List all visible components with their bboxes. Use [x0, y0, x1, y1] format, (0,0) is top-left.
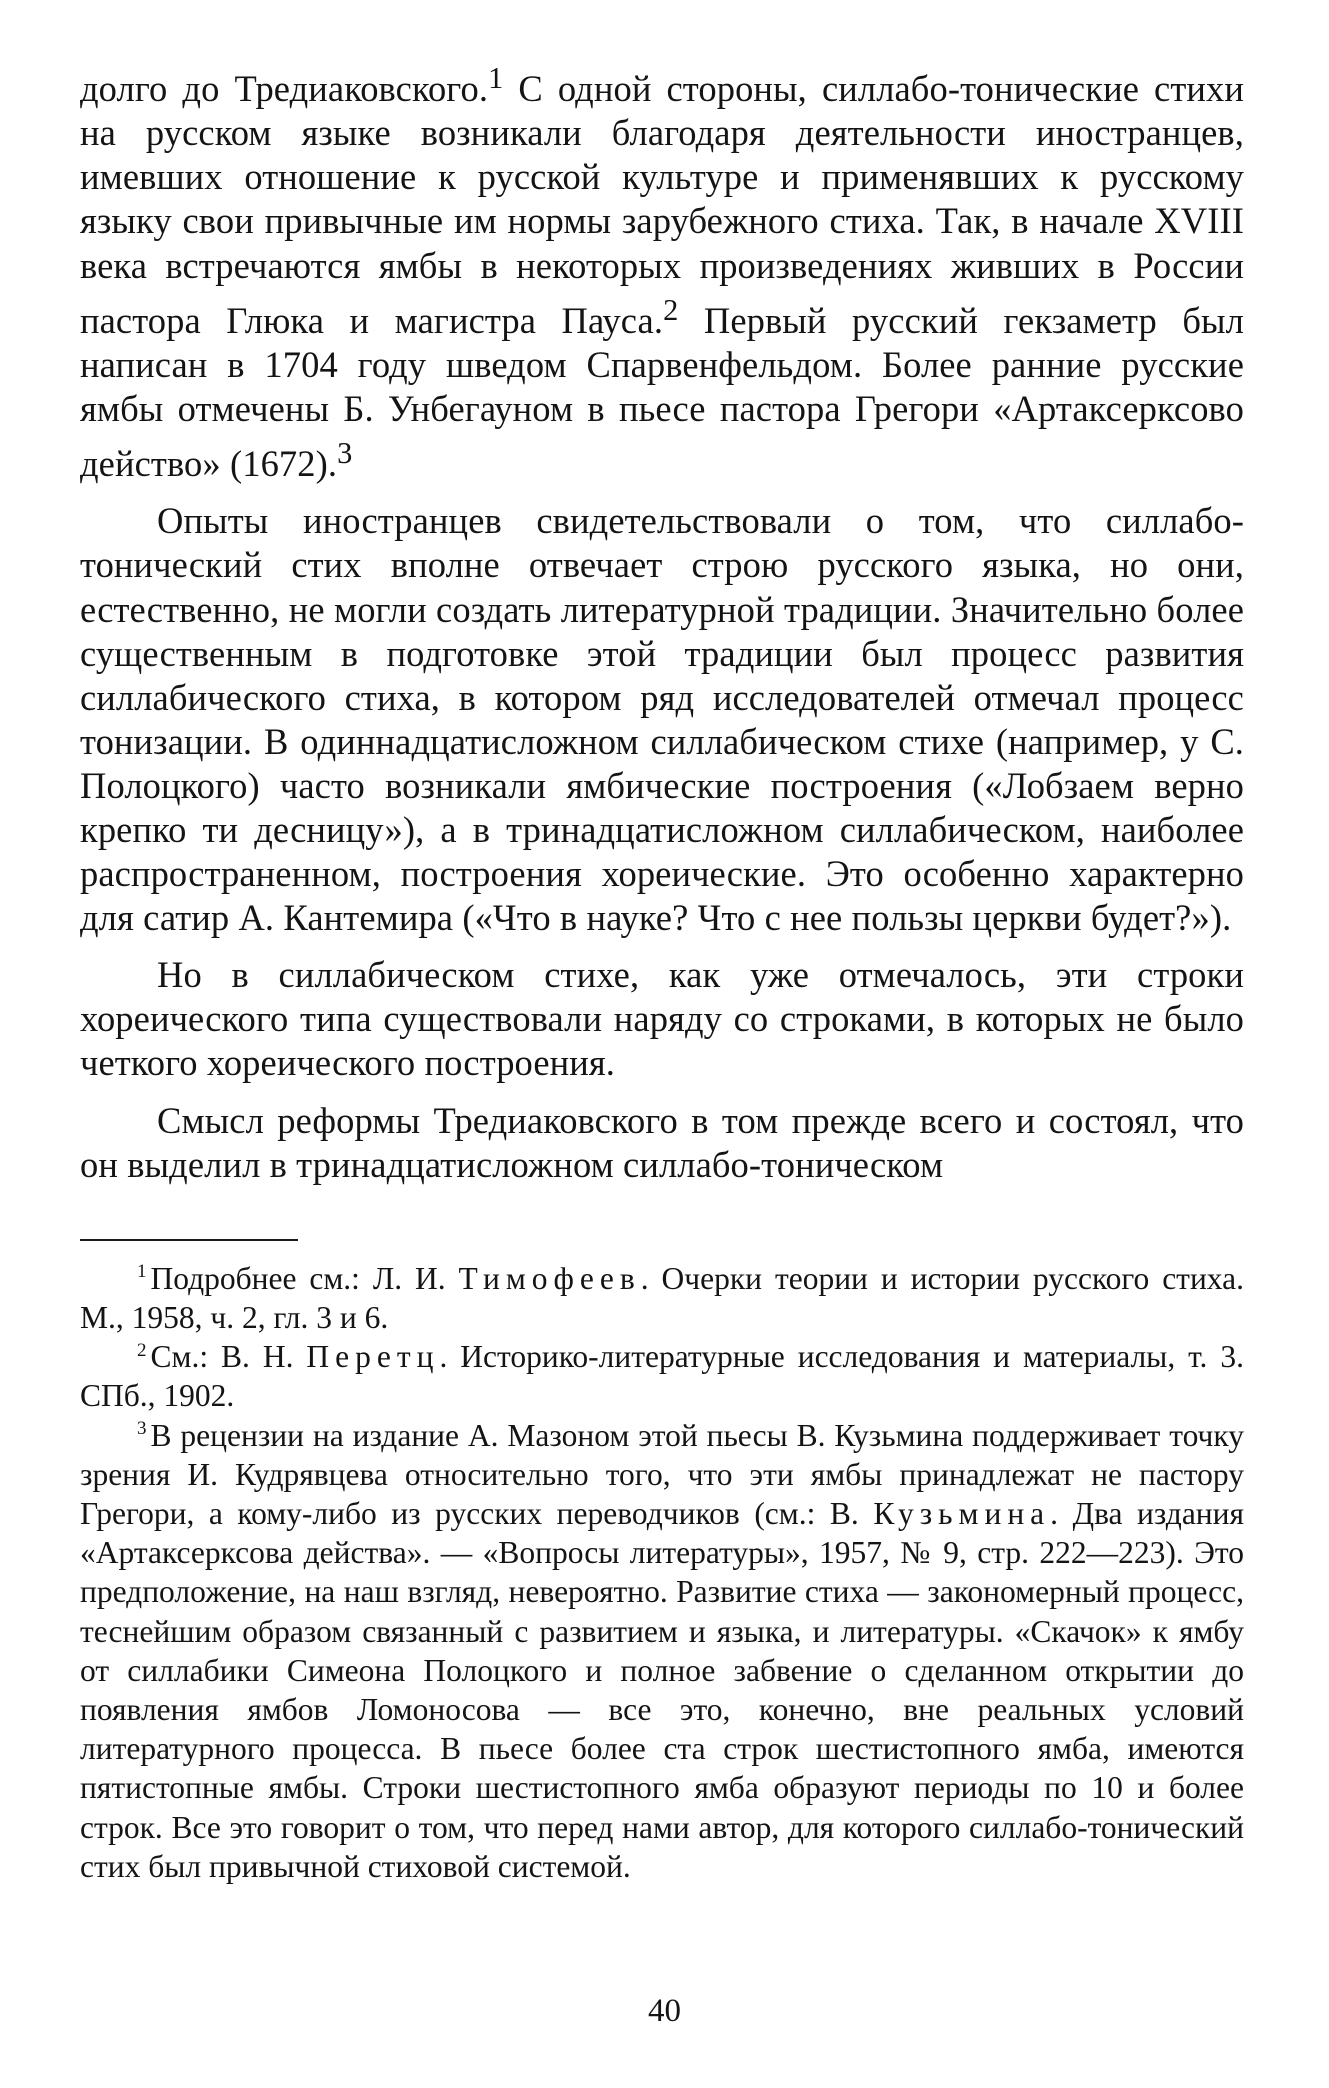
footnote-2 — [80, 1337, 1244, 1415]
spaced-author-name: Тимофеев — [458, 1260, 641, 1296]
footnote-text: В рецензии на издание А. Мазоном этой пьесы В. Кузьмина поддерживает точку зрения И. Кудрявцева относительно того, что эти ямбы принадлежат не пастору Грегори, а кому-либо из русских переводчиков (см.: В. — [80, 1417, 1244, 1531]
footnote-1 — [80, 1259, 1244, 1337]
spaced-author-name: Перетц — [306, 1339, 440, 1375]
paragraph-4: Смысл реформы Тредиаковского в том прежде всего и состоял, что он выделил в тринадцатисложном силлабо-тоническом — [80, 1099, 1244, 1185]
footnote-text: . Историко-литературные исследования и материалы, т. 3. СПб., 1902. — [80, 1339, 1244, 1414]
footnote-ref-1: 1 — [488, 61, 504, 95]
main-text — [80, 56, 1244, 1187]
paragraph-3: Но в силлабическом стихе, как уже отмечалось, эти строки хореического типа существовали наряду со строками, в которых не было четкого хореического построения. — [80, 954, 1244, 1084]
text-run: С одной стороны, силлабо-тонические стихи на русском языке возникали благодаря деятельности иностранцев, имевших отношение к русской культуре и применявших к русскому языку свои привычные им нормы зарубежного стиха. Так, в начале XVIII века встречаются ямбы в некоторых произведениях живших в России пастора Глюка и магистра Пауса. — [80, 68, 1244, 341]
footnote-text: Подробнее см.: Л. И. — [150, 1260, 459, 1296]
footnote-text: См.: В. Н. — [150, 1339, 307, 1375]
footnote-ref-2: 2 — [663, 292, 679, 327]
footnote-3 — [80, 1416, 1244, 1886]
paragraph-1 — [80, 56, 1244, 486]
paragraph-2: Опыты иностранцев свидетельствовали о том, что силлабо-тонический стих вполне отвечает строю русского языка, но они, естественно, не могли создать литературной традиции. Значительно более существенным в подготовке этой традиции был процесс развития силлабического стиха, в котором ряд исследователей отмечал процесс тонизации. В одиннадцатисложном силлабическом стихе (например, у С. Полоцкого) часто возникали ямбические построения («Лобзаем верно крепко ти десницу»), а в тринадцатисложном силлабическом, наиболее распространенном, построения хореические. Это особенно характерно для сатир А. Кантемира («Что в науке? Что с нее пользы церкви будет?»). — [80, 500, 1244, 939]
footnote-ref-3: 3 — [337, 436, 353, 471]
book-page — [80, 56, 1244, 1886]
page-number: 40 — [648, 1993, 681, 2029]
footnote-divider — [80, 1239, 298, 1241]
footnote-text: . Два издания «Артаксерксова действа». — «Вопросы литературы», 1957, № 9, стр. 222—223). Это предположение, на наш взгляд, невероятно. Развитие стиха — закономерный процесс, теснейшим образом связанный с развитием и языка, и литературы. «Скачок» к ямбу от силлабики Симеона Полоцкого и полное забвение о сделанном открытии до появления ямбов Ломоносова — все это, конечно, вне реальных условий литературного процесса. В пьесе более ста строк шестистопного ямба, имеются пятистопные ямбы. Строки шестистопного ямба образуют периоды по 10 и более строк. Все это говорит о том, что перед нами автор, для которого силлабо-тонический стих был привычной стиховой системой. — [80, 1495, 1244, 1884]
footnote-number: 3 — [137, 1418, 147, 1440]
footnote-text: . Очерки теории и истории русского стиха. М., 1958, ч. 2, гл. 3 и 6. — [80, 1260, 1244, 1335]
footnote-number: 1 — [137, 1261, 147, 1283]
footnote-number: 2 — [137, 1339, 147, 1361]
text-run: долго до Тредиаковского. — [80, 68, 489, 110]
text-run: Первый русский гекзаметр был написан в 1704 году шведом Спарвенфельдом. Более ранние русские ямбы отмечены Б. Унбегауном в пьесе пастора Грегори «Артаксерксово действо» (1672). — [80, 299, 1244, 485]
spaced-author-name: Кузьмина — [873, 1495, 1051, 1531]
footnotes — [80, 1259, 1244, 1886]
